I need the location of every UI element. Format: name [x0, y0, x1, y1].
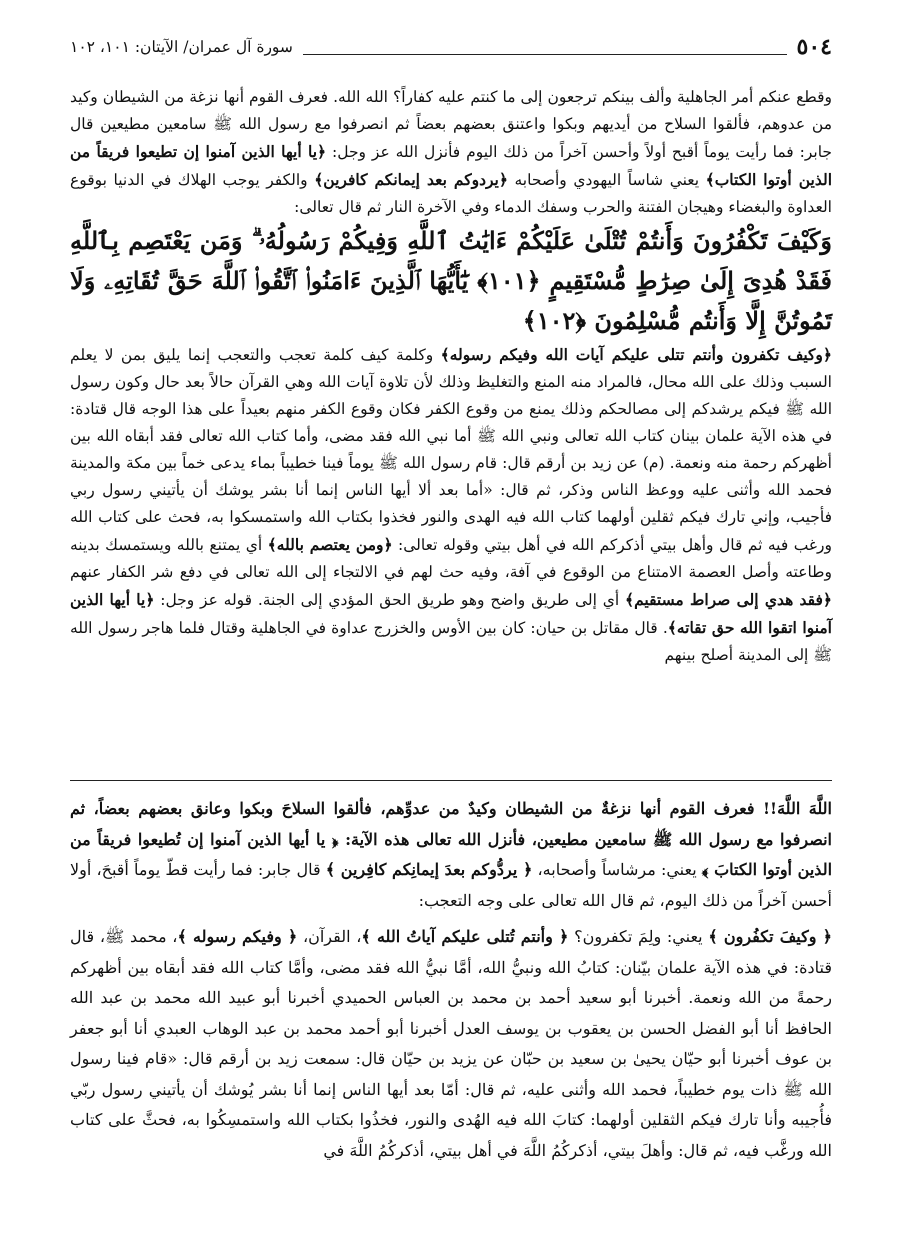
quran-quote: ﴿ وفيكم رسوله ﴾	[177, 927, 298, 946]
footnote-text-run: ، محمد ﷺ، قال قتادة: في هذه الآية علمان بيّنان: كتابُ الله ونبيُّ الله، أمَّا نبيُّ الله فقد مضى، وأمَّا كتاب الله فقد أبقاه بين أظهركم رحمةً من الله ونعمة. أخبرنا أبو سعيد أحمد بن محمد بن العباس الحميدي أخبرنا أبو عبيد الله محمد بن عبد الله الحافظ أنا أبو الفضل الحسن بن يعقوب بن يوسف العدل أخبرنا أبو أحمد محمد بن عبد الوهاب العبدي أنا أبو جعفر بن عوف أخبرنا أبو حيّان يحيىٰ بن سعيد بن حبّان عن يزيد بن حيّان قال: سمعت زيد بن أرقم قال: «قام فينا رسول الله ﷺ ذات يوم خطيباً، فحمد الله وأثنى عليه، ثم قال: أمّا بعد أيها الناس إنما أنا بشر يُوشك أن يأتيني رسول ربّي فأُجيبه وأنا تارك فيكم الثقلين أولهما: كتابَ الله فيه الهُدى والنور، فخذُوا بكتاب الله واستمسِكُوا به، فحثَّ على كتاب الله ورغَّب فيه، ثم قال: وأهلَ بيتي، أذكركُمُ اللَّهَ في أهل بيتي، أذكركُمُ اللَّهَ في	[70, 927, 832, 1160]
quran-verse-block: وَكَيْفَ تَكْفُرُونَ وَأَنتُمْ تُتْلَىٰ عَلَيْكُمْ ءَايَٰتُ ٱللَّهِ وَفِيكُمْ رَسُولُهُۥ ۗ وَمَن يَعْتَصِم بِٱللَّهِ فَقَدْ هُدِىَ إِلَىٰ صِرَٰطٍ مُّسْتَقِيمٍ ﴿١٠١﴾ يَٰٓأَيُّهَا ٱلَّذِينَ ءَامَنُوا۟ ٱتَّقُوا۟ ٱللَّهَ حَقَّ تُقَاتِهِۦ وَلَا تَمُوتُنَّ إِلَّا وَأَنتُم مُّسْلِمُونَ ﴿١٠٢﴾	[70, 226, 832, 335]
footnote-paragraph	[70, 794, 832, 916]
intro-text: يعني شاساً اليهودي وأصحابه	[507, 171, 706, 189]
quran-quote: ﴿ وكيفَ تكفُرون ﴾	[708, 927, 833, 946]
quran-quote: ﴿فقد هدي إلى صراط مستقيم﴾	[625, 590, 832, 609]
page-header	[70, 32, 832, 62]
quran-quote: ﴿ومن يعتصم بالله﴾	[267, 535, 393, 554]
quran-quote: ﴿ يا أيها الذين آمنوا إن تُطيعوا فريقاً من الذين أوتوا الكتابَ ﴾	[70, 829, 833, 879]
footnote-divider	[70, 780, 832, 781]
quran-quote: ﴿يا أيها الذين آمنوا اتقوا الله حق تقاته﴾	[70, 590, 832, 637]
commentary-text: . قال مقاتل بن حيان: كان بين الأوس والخزرج عداوة في الجاهلية وقتال فلما هاجر رسول الله ﷺ إلى المدينة أصلح بينهم	[70, 619, 832, 664]
main-text	[70, 84, 832, 669]
commentary-text: أي يمتنع بالله ويستمسك بدينه وطاعته وأصل العصمة الامتناع من الوقوع في آفة، وفيه حث لهم في الالتجاء إلى الله تعالى في دفع شر الكفار عنهم	[70, 536, 832, 581]
footnote-text-run: قال جابر: فما رأيت قطّ يوماً أقبحَ، أولا أحسن آخراً من ذلك اليوم، ثم قال الله تعالى على وجه التعجب:	[70, 860, 832, 910]
quran-quote: ﴿يردوكم بعد إيمانكم كافرين﴾	[314, 170, 508, 189]
intro-paragraph	[70, 84, 832, 221]
quran-quote: ﴿وكيف تكفرون وأنتم تتلى عليكم آيات الله وفيكم رسوله﴾	[440, 345, 832, 364]
commentary-text: أي إلى طريق واضح وهو طريق الحق المؤدي إلى الجنة. قوله عز وجل:	[154, 591, 625, 609]
quran-quote: ﴿ وأنتم تُتلى عليكم آياتُ الله ﴾	[361, 927, 569, 946]
intro-text: والكفر يوجب الهلاك في الدنيا بوقوع العداوة والبغضاء وهيجان الفتنة والحرب وسفك الدماء وفي الآخرة النار ثم قال تعالى:	[70, 171, 832, 216]
intro-text: وقطع عنكم أمر الجاهلية وألف بينكم ترجعون إلى ما كنتم عليه كفاراً؟ الله الله. فعرف القوم أنها نزغة من الشيطان وكيد من عدوهم، فألقوا السلاح من أيديهم وبكوا واعتنق بعضهم بعضاً ثم انصرفوا مع رسول الله ﷺ سامعين مطيعين قال جابر: فما رأيت يوماً أقبح أولاً وأحسن آخراً من ذلك اليوم فأنزل الله عز وجل:	[70, 88, 832, 161]
footnote-paragraph	[70, 922, 832, 1166]
footnote-text-bold: اللَّهَ اللَّهَ!! فعرف القوم أنها نزغةٌ من الشيطان وكيدٌ من عدوِّهم، فألقوا السلاحَ وبكوا وعانق بعضهم بعضاً، ثم انصرفوا مع رسول الله ﷺ سامعين مطيعين، فأنزل الله تعالى هذه الآية:	[70, 799, 833, 849]
commentary-text: وكلمة كيف كلمة تعجب والتعجب إنما يليق بمن لا يعلم السبب وذلك على الله محال، فالمراد منه المنع والتغليظ وذلك لأن تلاوة آيات الله وهي القرآن حالاً بعد حال وكون رسول الله ﷺ فيكم يرشدكم إلى مصالحكم وذلك يمنع من وقوع الكفر فكان وقوع الكفر منهم بعيداً على هذا الوجه قال قتادة: في هذه الآية علمان بينان كتاب الله تعالى ونبي الله ﷺ أما نبي الله فقد مضى، وأما كتاب الله تعالى فقد أبقاه الله بين أظهركم رحمة منه ونعمة. (م) عن زيد بن أرقم قال: قام رسول الله ﷺ يوماً فينا خطيباً بماء يدعى خماً بين مكة والمدينة فحمد الله وأثنى عليه ووعظ الناس وذكر، ثم قال: «أما بعد ألا أيها الناس إنما أنا بشر يوشك أن يأتيني رسول ربي فأجيب، وإني تارك فيكم ثقلين أولهما كتاب الله فيه الهدى والنور فخذوا بكتاب الله واستمسكوا به، فحث على كتاب الله ورغب فيه ثم قال وأهل بيتي أذكركم الله في أهل بيتي وقوله تعالى:	[70, 346, 833, 554]
quran-quote: ﴿يا أيها الذين آمنوا إن تطيعوا فريقاً من الذين أوتوا الكتاب﴾	[70, 142, 832, 189]
running-title: سورة آل عمران/ الآيتان: ١٠١، ١٠٢	[70, 38, 293, 56]
footnote-text	[70, 794, 832, 1166]
footnote-text-run: يعني: مرشاساً وأصحابه،	[532, 860, 702, 879]
page-number: ٥٠٤	[796, 34, 832, 60]
header-rule	[303, 40, 787, 55]
commentary-paragraph	[70, 341, 832, 669]
footnote-text-run: يعني: ولِمَ تكفرون؟	[568, 927, 709, 946]
footnote-text-run: ، القرآن،	[297, 927, 362, 946]
quran-quote: ﴿ يردُّوكم بعدَ إيمانِكم كافِرين ﴾	[325, 860, 533, 879]
